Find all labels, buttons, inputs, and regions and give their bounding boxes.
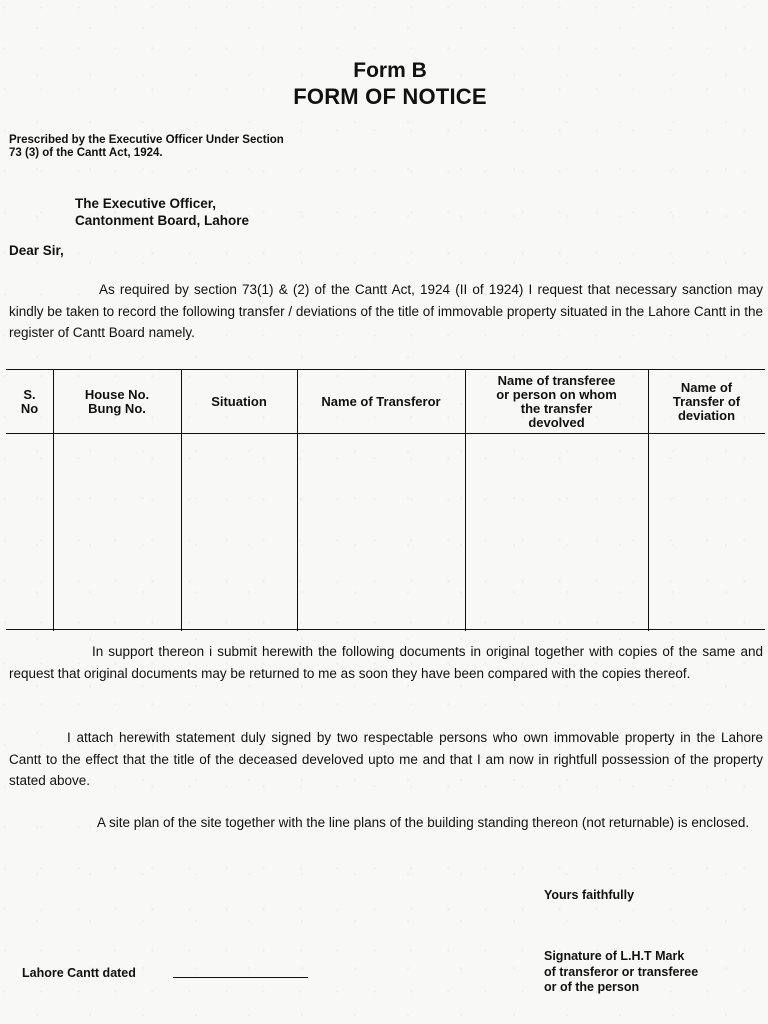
cell-transferee[interactable] — [465, 434, 648, 629]
prescribed-line-1: Prescribed by the Executive Officer Under Section — [9, 134, 284, 146]
attach-paragraph — [9, 727, 763, 792]
form-title: Form B — [353, 59, 427, 82]
prescribed-line-2: 73 (3) of the Cantt Act, 1924. — [9, 147, 163, 159]
dated-label: Lahore Cantt dated — [22, 966, 136, 980]
cell-transferor[interactable] — [297, 434, 465, 629]
cell-s-no[interactable] — [6, 434, 53, 629]
cell-house-no[interactable] — [53, 434, 181, 629]
col-header-transferee: Name of transferee or person on whom the transfer devolved — [496, 372, 617, 430]
col-header-transferor: Name of Transferor — [321, 393, 441, 409]
cell-situation[interactable] — [181, 434, 297, 629]
site-plan-paragraph-text: A site plan of the site together with the line plans of the building standing thereon (not returnable) is enclosed. — [97, 815, 750, 830]
col-header-house-no: House No. Bung No. — [84, 386, 150, 416]
closing-yours-faithfully: Yours faithfully — [544, 888, 635, 902]
addressee-block — [75, 195, 405, 229]
site-plan-paragraph — [9, 812, 763, 834]
attach-paragraph-text: I attach herewith statement duly signed by two respectable persons who own immovable property in the Lahore Cantt to the effect that the title of the deceased develoved upto me and that I am now in rightfull possession of the property stated above. — [9, 730, 763, 788]
support-paragraph — [9, 641, 763, 684]
form-heading: FORM OF NOTICE — [293, 84, 487, 109]
col-header-deviation: Name of Transfer of deviation — [672, 379, 741, 423]
prescribed-note — [9, 134, 369, 160]
addressee-line-1: The Executive Officer, — [75, 196, 217, 211]
col-header-s-no: S. No — [20, 386, 39, 416]
addressee-line-2: Cantonment Board, Lahore — [75, 213, 250, 228]
support-paragraph-text: In support thereon i submit herewith the following documents in original together with copies of the same and request that original documents may be returned to me as soon they have been compared with the copies thereof. — [9, 644, 763, 681]
date-blank-line[interactable] — [173, 977, 308, 978]
table-bottom-rule — [6, 629, 765, 630]
request-paragraph — [9, 279, 763, 344]
signature-caption: Signature of L.H.T Mark of transferor or transferee or of the person — [544, 949, 699, 994]
salutation: Dear Sir, — [9, 243, 64, 258]
cell-deviation[interactable] — [648, 434, 765, 629]
col-header-situation: Situation — [211, 393, 267, 409]
transfer-table — [6, 369, 765, 631]
request-paragraph-text: As required by section 73(1) & (2) of the Cantt Act, 1924 (II of 1924) I request that necessary sanction may kindly be taken to record the following transfer / deviations of the title of immovable property situated in the Lahore Cantt in the register of Cantt Board namely. — [9, 282, 763, 340]
